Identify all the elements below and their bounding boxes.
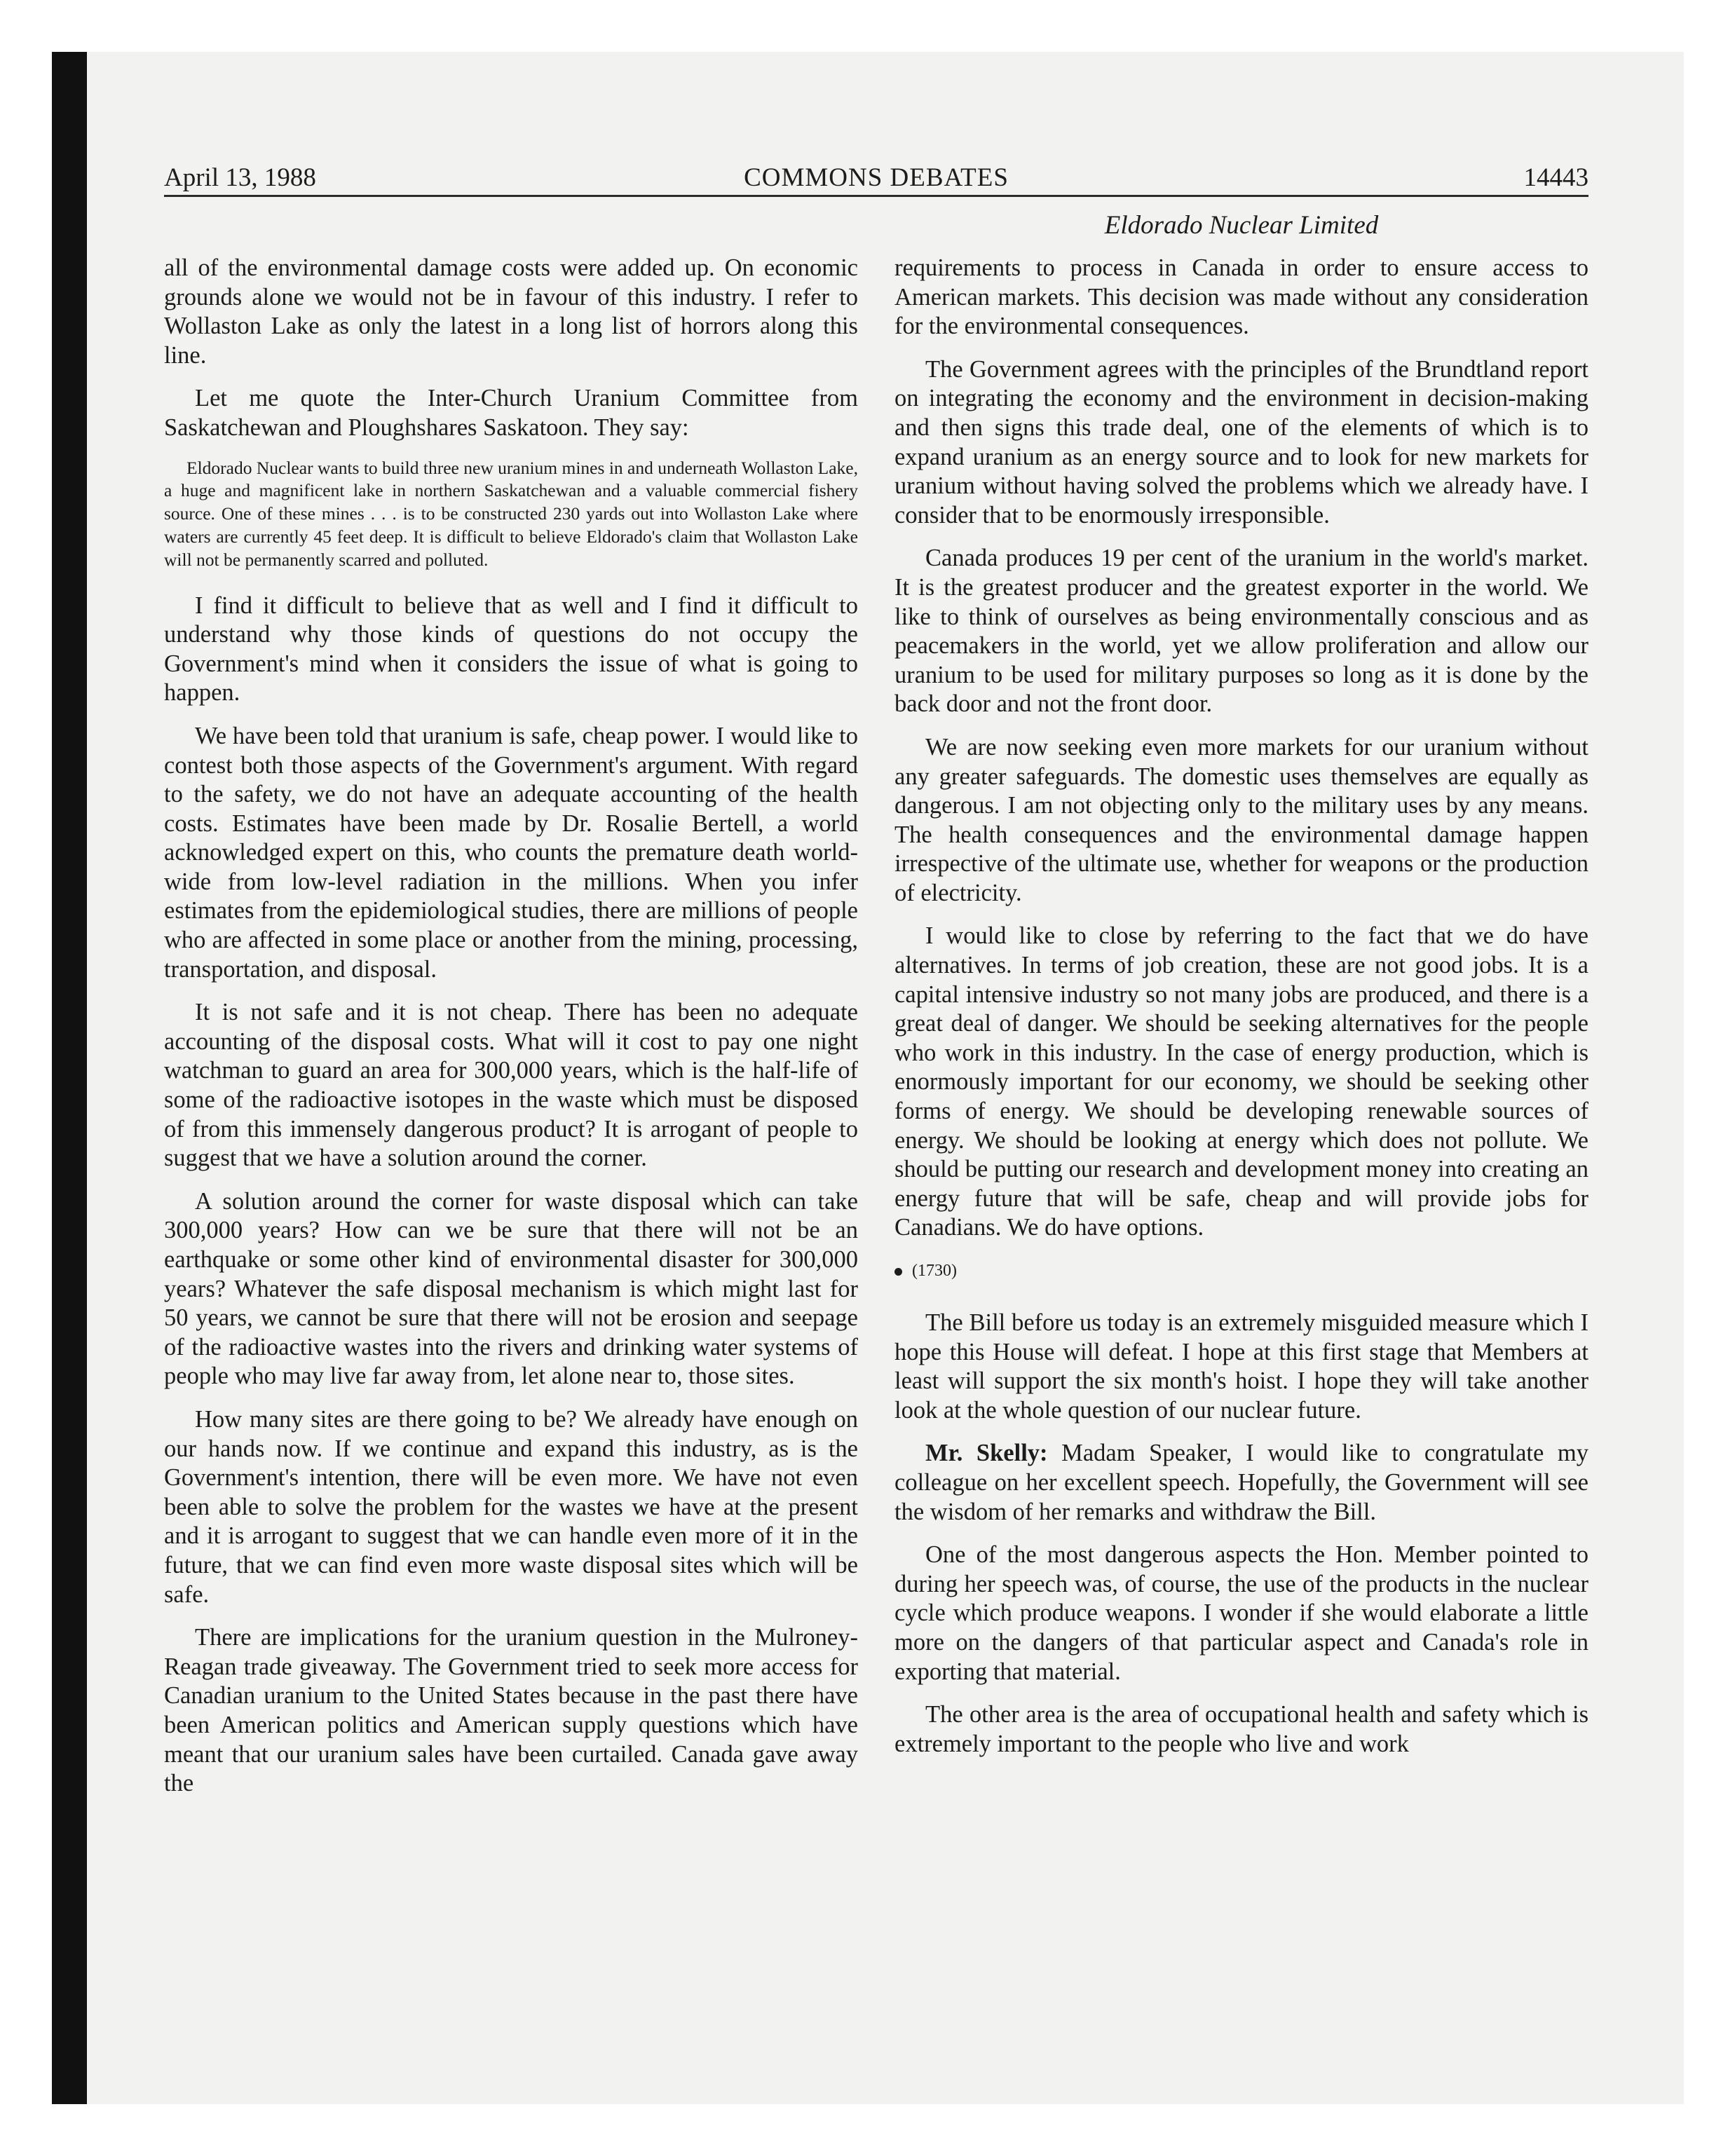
header-date: April 13, 1988 xyxy=(164,163,316,192)
block-quote: Eldorado Nuclear wants to build three new uranium mines in and underneath Wollaston Lake, a huge and magnificent lake in northern Saskatchewan and a valuable commercial fishery source. One of these mines . . . is to be constructed 230 yards out into Wollaston Lake where waters are currently 45 feet deep. It is difficult to believe Eldorado's claim that Wollaston Lake will not be permanently scarred and polluted. xyxy=(164,457,858,570)
paragraph: The other area is the area of occupational health and safety which is extremely important to the people who live and work xyxy=(894,1701,1588,1757)
header-page-number: 14443 xyxy=(1523,163,1588,192)
time-marker-text: (1730) xyxy=(912,1262,957,1280)
paragraph: I would like to close by referring to the fact that we do have alternatives. In terms of job creation, these are not good jobs. It is a capital intensive industry so not many jobs are produced, and there is a great deal of danger. We should be seeking alternatives for the people who work in this industry. In the case of energy production, which is enormously important for our economy, we should be seeking other forms of energy. We should be developing renewable sources of energy. We should be looking at energy which does not pollute. We should be putting our research and development money into creating an energy future that will be safe, cheap and will provide jobs for Canadians. We do have options. xyxy=(894,922,1588,1241)
header-title: COMMONS DEBATES xyxy=(744,163,1009,192)
time-marker xyxy=(894,1257,1588,1285)
page-header xyxy=(164,161,1588,197)
paragraph: all of the environmental damage costs were added up. On economic grounds alone we would not be in favour of this industry. I refer to Wollaston Lake as only the latest in a long list of horrors along this line. xyxy=(164,254,858,369)
speaker-name: Mr. Skelly: xyxy=(925,1440,1048,1467)
paragraph: It is not safe and it is not cheap. There has been no adequate accounting of the disposal costs. What will it cost to pay one night watchman to guard an area for 300,000 years, which is the half-life of some of the radioactive isotopes in the waste which must be disposed of from this immensely dangerous product? It is arrogant of people to suggest that we have a solution around the corner. xyxy=(164,999,858,1172)
paragraph: We are now seeking even more markets for our uranium without any greater safeguards. The domestic uses themselves are equally as dangerous. I am not objecting only to the military uses by any means. The health consequences and the environmental damage happen irrespective of the ultimate use, whether for weapons or the production of electricity. xyxy=(894,733,1588,906)
paragraph: Canada produces 19 per cent of the uranium in the world's market. It is the greatest producer and the greatest exporter in the world. We like to think of ourselves as being environmentally conscious and as peacemakers in the world, yet we allow proliferation and allow our uranium to be used for military purposes so long as it is done by the back door and not the front door. xyxy=(894,545,1588,718)
right-column xyxy=(894,254,1588,1773)
paragraph: The Bill before us today is an extremely misguided measure which I hope this House will defeat. I hope at this first stage that Members at least will support the six month's hoist. I hope they will take another look at the whole question of our nuclear future. xyxy=(894,1309,1588,1424)
paragraph: One of the most dangerous aspects the Hon. Member pointed to during her speech was, of course, the use of the products in the nuclear cycle which produce weapons. I wonder if she would elaborate a little more on the dangers of that particular aspect and Canada's role in exporting that material. xyxy=(894,1541,1588,1685)
paragraph: How many sites are there going to be? We already have enough on our hands now. If we continue and expand this industry, as is the Government's intention, there will be even more. We have not even been able to solve the problem for the wastes we have at the present and it is arrogant to suggest that we can handle even more of it in the future, that we can find even more waste disposal sites which will be safe. xyxy=(164,1405,858,1608)
speaker-paragraph xyxy=(894,1439,1588,1527)
speaker-text: Madam Speaker, I would like to congratulate my colleague on her excellent speech. Hopefully, the Government will see the wisdom of her remarks and withdraw the Bill. xyxy=(894,1440,1588,1525)
paragraph: requirements to process in Canada in order to ensure access to American markets. This decision was made without any consideration for the environmental consequences. xyxy=(894,254,1588,340)
paragraph: A solution around the corner for waste disposal which can take 300,000 years? How can we be sure that there will not be an earthquake or some other kind of environmental disaster for 300,000 years? Whatever the safe disposal mechanism is which might last for 50 years, we cannot be sure that there will not be erosion and seepage of the radioactive wastes into the rivers and drinking water systems of people who may live far away from, let alone near to, those sites. xyxy=(164,1187,858,1390)
left-column xyxy=(164,254,858,1813)
running-head: Eldorado Nuclear Limited xyxy=(1104,211,1379,240)
binding-edge xyxy=(52,52,87,2104)
paragraph: Let me quote the Inter-Church Uranium Committee from Saskatchewan and Ploughshares Saskatoon. They say: xyxy=(164,385,858,441)
paragraph: We have been told that uranium is safe, cheap power. I would like to contest both those aspects of the Government's argument. With regard to the safety, we do not have an adequate accounting of the health costs. Estimates have been made by Dr. Rosalie Bertell, a world acknowledged expert on this, who counts the premature death world-wide from low-level radiation in the millions. When you infer estimates from the epidemiological studies, there are millions of people who are affected in some place or another from the mining, processing, transportation, and disposal. xyxy=(164,722,858,983)
bullet-icon xyxy=(894,1268,902,1276)
paragraph: I find it difficult to believe that as well and I find it difficult to understand why those kinds of questions do not occupy the Government's mind when it considers the issue of what is going to happen. xyxy=(164,592,858,707)
paragraph: There are implications for the uranium question in the Mulroney-Reagan trade giveaway. The Government tried to seek more access for Canadian uranium to the United States because in the past there have been American politics and American supply questions which have meant that our uranium sales have been curtailed. Canada gave away the xyxy=(164,1624,858,1797)
paragraph: The Government agrees with the principles of the Brundtland report on integrating the economy and the environment in decision-making and then signs this trade deal, one of the elements of which is to expand uranium as an energy source and to look for new markets for uranium without having solved the problems which we already have. I consider that to be enormously irresponsible. xyxy=(894,355,1588,528)
